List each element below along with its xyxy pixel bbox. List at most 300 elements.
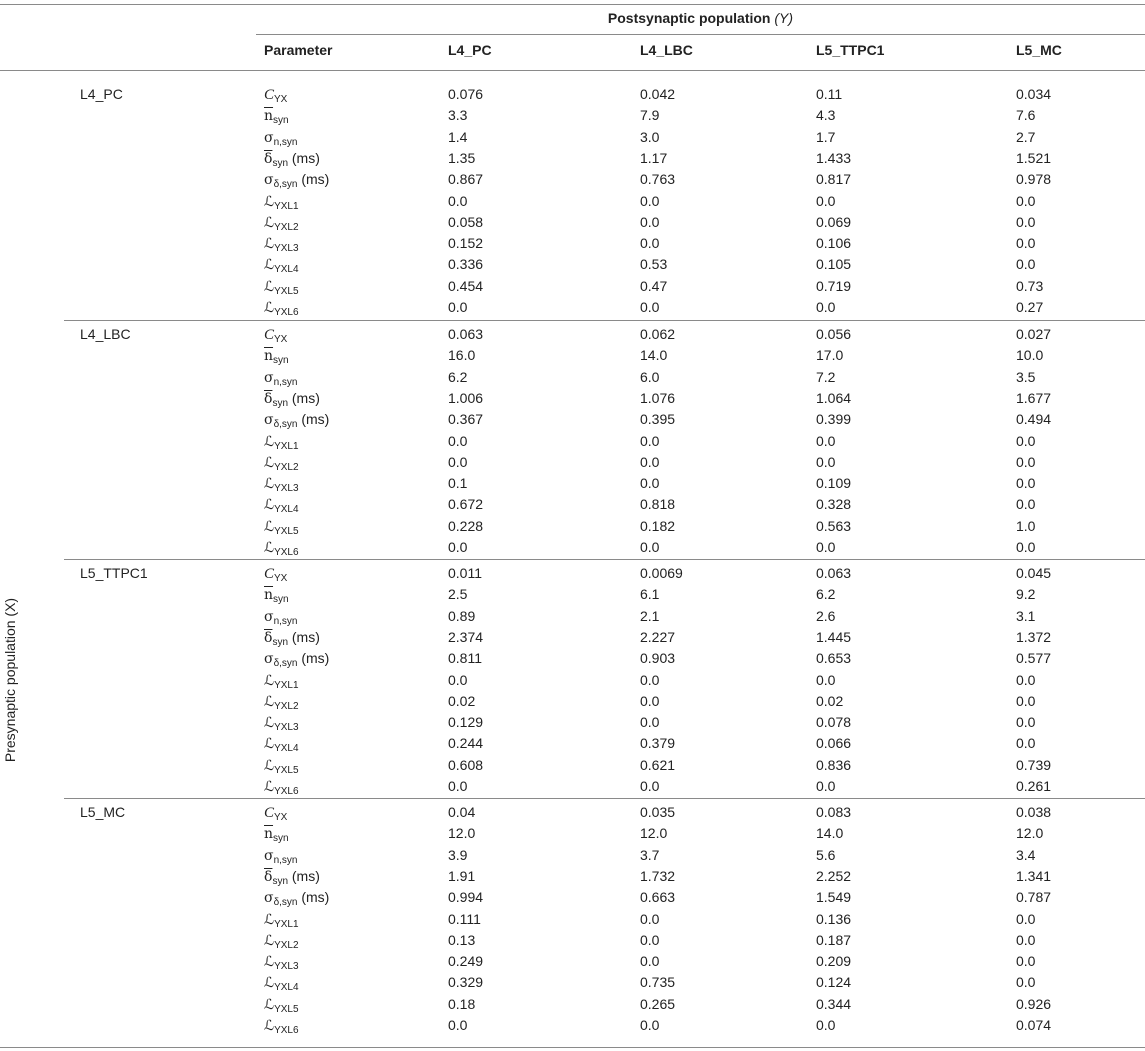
parameter-subscript: YX — [274, 334, 288, 345]
table-top-rule — [0, 4, 1145, 5]
parameter-unit: (ms) — [301, 171, 330, 188]
value-cell: 10.0 — [1016, 347, 1044, 364]
value-cell: 2.5 — [448, 586, 468, 603]
value-cell: 0.817 — [816, 171, 852, 188]
value-cell: 0.0 — [1016, 256, 1036, 273]
value-cell: 0.395 — [640, 411, 676, 428]
parameter-symbol: ℒ — [264, 497, 275, 514]
value-cell: 0.04 — [448, 804, 476, 820]
parameter-symbol: $\overline{\delta}$ — [264, 390, 273, 407]
parameter-symbol: σ — [264, 129, 274, 146]
value-cell: 0.0 — [640, 432, 660, 449]
parameter-symbol: ℒ — [264, 454, 275, 471]
value-cell: 0.066 — [816, 735, 852, 752]
value-cell: 0.735 — [640, 974, 676, 991]
value-cell: 0.0 — [816, 453, 836, 470]
value-cell: 0.0 — [1016, 692, 1036, 709]
parameter-symbol: σ — [264, 890, 274, 907]
value-cell: 14.0 — [640, 347, 668, 364]
postsynaptic-header-title: Postsynaptic population — [607, 10, 771, 26]
parameter-subscript: δ,syn — [273, 179, 298, 191]
value-cell: 7.6 — [1016, 107, 1036, 124]
parameter-unit: (ms) — [301, 411, 330, 428]
table-row — [0, 169, 1145, 190]
value-cell: 0.0 — [1016, 453, 1036, 470]
parameter-unit: (ms) — [291, 149, 320, 166]
parameter-subscript: YXL6 — [274, 547, 299, 558]
value-cell: 0.0 — [448, 432, 468, 449]
parameter-subscript: YX — [274, 573, 288, 584]
parameter-subscript: YXL3 — [274, 243, 299, 255]
parameter-cell — [264, 297, 299, 319]
value-cell: 0.563 — [816, 517, 852, 534]
parameter-subscript: δ,syn — [273, 419, 298, 431]
value-cell: 0.249 — [448, 953, 484, 970]
value-cell: 0.062 — [640, 326, 676, 342]
value-cell: 0.763 — [640, 171, 676, 188]
parameter-symbol: ℒ — [264, 540, 275, 556]
value-cell: 1.341 — [1016, 867, 1052, 884]
table-row — [0, 276, 1145, 297]
table-row — [0, 345, 1145, 366]
table-row — [0, 909, 1145, 930]
value-cell: 2.6 — [816, 607, 836, 624]
parameter-subscript: YXL1 — [274, 200, 299, 212]
table-row — [0, 606, 1145, 627]
parameter-unit: (ms) — [291, 389, 320, 406]
parameter-symbol: ℒ — [264, 278, 275, 295]
parameter-subscript: YXL5 — [274, 1003, 299, 1015]
value-cell: 0.836 — [816, 756, 852, 773]
header-bottom-rule — [0, 70, 1145, 71]
value-cell: 0.0 — [640, 931, 660, 948]
parameter-cell — [264, 276, 299, 298]
parameter-subscript: YX — [274, 94, 288, 105]
value-cell: 0.02 — [448, 692, 476, 709]
parameter-symbol: $\overline{\delta}$ — [264, 150, 273, 167]
parameter-cell — [264, 105, 289, 127]
value-cell: 0.0 — [640, 953, 660, 970]
value-cell: 1.521 — [1016, 149, 1052, 166]
parameter-symbol: $\overline{\delta}$ — [264, 868, 273, 885]
value-cell: 0.0 — [1016, 714, 1036, 731]
value-cell: 9.2 — [1016, 586, 1036, 603]
column-header-parameter: Parameter — [264, 42, 333, 58]
value-cell: 0.0 — [816, 539, 836, 555]
value-cell: 0.069 — [816, 213, 852, 230]
parameter-cell — [264, 169, 329, 191]
value-cell: 0.074 — [1016, 1017, 1052, 1033]
value-cell: 7.9 — [640, 107, 660, 124]
parameter-cell — [264, 324, 287, 346]
value-cell: 0.187 — [816, 931, 852, 948]
table-row — [0, 691, 1145, 712]
value-cell: 0.0 — [1016, 953, 1036, 970]
value-cell: 2.7 — [1016, 128, 1036, 145]
value-cell: 1.076 — [640, 389, 676, 406]
table-row — [0, 755, 1145, 776]
value-cell: 1.732 — [640, 867, 676, 884]
parameter-cell — [264, 537, 299, 559]
value-cell: 1.17 — [640, 149, 668, 166]
value-cell: 0.621 — [640, 756, 676, 773]
value-cell: 0.0 — [448, 778, 468, 794]
value-cell: 3.9 — [448, 846, 468, 863]
value-cell: 0.994 — [448, 889, 484, 906]
parameter-symbol: ℒ — [264, 257, 275, 274]
parameter-symbol: $\overline{n}$ — [264, 587, 274, 604]
parameter-symbol: ℒ — [264, 911, 275, 928]
parameter-symbol: ℒ — [264, 954, 275, 971]
parameter-cell — [264, 802, 287, 824]
value-cell: 0.076 — [448, 86, 484, 102]
value-cell: 7.2 — [816, 368, 836, 385]
parameter-subscript: YXL4 — [274, 982, 299, 994]
value-cell: 0.106 — [816, 235, 852, 252]
value-cell: 0.0 — [640, 671, 660, 688]
parameter-cell — [264, 191, 299, 213]
parameter-subscript: syn — [272, 875, 288, 887]
parameter-cell — [264, 776, 299, 798]
parameter-subscript: YXL5 — [274, 285, 299, 297]
parameter-symbol: $\overline{n}$ — [264, 348, 274, 365]
value-cell: 12.0 — [640, 825, 668, 842]
value-cell: 6.2 — [448, 368, 468, 385]
table-row — [0, 388, 1145, 409]
table-row — [0, 431, 1145, 452]
value-cell: 6.0 — [640, 368, 660, 385]
table-row — [0, 584, 1145, 605]
value-cell: 0.0 — [1016, 192, 1036, 209]
parameter-cell — [264, 606, 297, 628]
column-header-l5-ttpc1: L5_TTPC1 — [816, 42, 885, 58]
parameter-cell — [264, 951, 299, 973]
parameter-symbol: ℒ — [264, 693, 275, 710]
value-cell: 0.329 — [448, 974, 484, 991]
table-row — [0, 776, 1145, 797]
parameter-subscript: YXL4 — [274, 504, 299, 516]
value-cell: 3.3 — [448, 107, 468, 124]
value-cell: 0.367 — [448, 411, 484, 428]
parameter-cell — [264, 84, 287, 106]
parameter-subscript: YXL6 — [274, 786, 299, 797]
parameter-unit: (ms) — [301, 650, 330, 667]
parameter-unit: (ms) — [301, 889, 330, 906]
table-row — [0, 409, 1145, 430]
value-cell: 0.042 — [640, 86, 676, 102]
presynaptic-group-label: L5_TTPC1 — [80, 565, 148, 581]
parameter-cell — [264, 516, 299, 538]
value-cell: 1.006 — [448, 389, 484, 406]
table-row — [0, 733, 1145, 754]
parameter-cell — [264, 972, 299, 994]
parameter-cell — [264, 473, 299, 495]
parameter-symbol: $\overline{\delta}$ — [264, 629, 273, 646]
parameter-subscript: YXL3 — [274, 722, 299, 734]
value-cell: 6.1 — [640, 586, 660, 603]
value-cell: 0.27 — [1016, 299, 1044, 315]
value-cell: 0.344 — [816, 995, 852, 1012]
parameter-subscript: YXL3 — [274, 483, 299, 495]
table-row — [0, 563, 1145, 584]
value-cell: 0.0 — [640, 714, 660, 731]
parameter-cell — [264, 127, 297, 149]
value-cell: 0.265 — [640, 995, 676, 1012]
table-row — [0, 866, 1145, 887]
parameter-symbol: ℒ — [264, 757, 275, 774]
value-cell: 0.0 — [1016, 213, 1036, 230]
value-cell: 0.0 — [640, 1017, 660, 1033]
parameter-symbol: ℒ — [264, 236, 275, 253]
value-cell: 5.6 — [816, 846, 836, 863]
parameter-symbol: ℒ — [264, 736, 275, 753]
parameter-symbol: ℒ — [264, 518, 275, 535]
parameter-symbol: ℒ — [264, 300, 275, 316]
value-cell: 0.454 — [448, 277, 484, 294]
table-row — [0, 648, 1145, 669]
value-cell: 0.577 — [1016, 650, 1052, 667]
table-row — [0, 994, 1145, 1015]
value-cell: 0.0 — [1016, 910, 1036, 927]
value-cell: 0.739 — [1016, 756, 1052, 773]
value-cell: 0.494 — [1016, 411, 1052, 428]
table-bottom-rule — [0, 1047, 1145, 1048]
column-header-l4-pc: L4_PC — [448, 42, 492, 58]
value-cell: 4.3 — [816, 107, 836, 124]
value-cell: 1.91 — [448, 867, 476, 884]
table-row — [0, 802, 1145, 823]
group-separator-rule — [64, 798, 1145, 799]
parameter-symbol: ℒ — [264, 779, 275, 795]
table-row — [0, 670, 1145, 691]
parameter-symbol: σ — [264, 172, 274, 189]
parameter-subscript: YXL2 — [274, 461, 299, 473]
value-cell: 1.7 — [816, 128, 836, 145]
value-cell: 1.4 — [448, 128, 468, 145]
parameter-symbol: ℒ — [264, 715, 275, 732]
value-cell: 0.0 — [640, 453, 660, 470]
parameter-subscript: YXL1 — [274, 440, 299, 452]
value-cell: 0.0 — [1016, 475, 1036, 492]
parameter-subscript: YXL5 — [274, 764, 299, 776]
parameter-unit: (ms) — [291, 867, 320, 884]
value-cell: 0.136 — [816, 910, 852, 927]
parameter-symbol: $\overline{n}$ — [264, 826, 274, 843]
value-cell: 0.0 — [640, 910, 660, 927]
parameter-cell — [264, 845, 297, 867]
value-cell: 0.0 — [816, 778, 836, 794]
value-cell: 0.129 — [448, 714, 484, 731]
value-cell: 0.0069 — [640, 565, 683, 581]
value-cell: 0.0 — [640, 299, 660, 315]
parameter-unit: (ms) — [291, 628, 320, 645]
value-cell: 0.663 — [640, 889, 676, 906]
table-row — [0, 537, 1145, 558]
value-cell: 0.0 — [1016, 974, 1036, 991]
value-cell: 0.083 — [816, 804, 852, 820]
value-cell: 2.1 — [640, 607, 660, 624]
value-cell: 0.399 — [816, 411, 852, 428]
presynaptic-group-label: L5_MC — [80, 804, 126, 820]
value-cell: 3.7 — [640, 846, 660, 863]
parameter-cell — [264, 1015, 299, 1037]
table-row — [0, 452, 1145, 473]
parameter-cell — [264, 212, 299, 234]
value-cell: 2.374 — [448, 628, 484, 645]
parameter-symbol: σ — [264, 369, 274, 386]
parameter-symbol: ℒ — [264, 1018, 275, 1034]
value-cell: 12.0 — [1016, 825, 1044, 842]
value-cell: 0.328 — [816, 496, 852, 513]
parameter-subscript: syn — [273, 833, 289, 845]
parameter-symbol: ℒ — [264, 433, 275, 450]
value-cell: 0.011 — [448, 565, 482, 581]
parameter-subscript: n,syn — [273, 615, 298, 627]
table-row — [0, 324, 1145, 345]
parameter-cell — [264, 409, 329, 431]
parameter-symbol: ℒ — [264, 932, 275, 949]
value-cell: 0.719 — [816, 277, 852, 294]
parameter-cell — [264, 148, 320, 170]
parameter-cell — [264, 388, 320, 410]
value-cell: 3.1 — [1016, 607, 1036, 624]
table-row — [0, 254, 1145, 275]
parameter-symbol: C — [264, 566, 275, 582]
parameter-cell — [264, 755, 299, 777]
value-cell: 0.18 — [448, 995, 476, 1012]
parameter-symbol: σ — [264, 608, 274, 625]
value-cell: 0.818 — [640, 496, 676, 513]
value-cell: 0.0 — [640, 539, 660, 555]
parameter-cell — [264, 367, 297, 389]
parameter-subscript: syn — [273, 355, 289, 367]
value-cell: 0.045 — [1016, 565, 1052, 581]
value-cell: 0.056 — [816, 326, 852, 342]
parameter-symbol: ℒ — [264, 672, 275, 689]
parameter-subscript: n,syn — [273, 136, 298, 148]
value-cell: 0.53 — [640, 256, 668, 273]
value-cell: 3.0 — [640, 128, 660, 145]
value-cell: 0.228 — [448, 517, 484, 534]
table-row — [0, 148, 1145, 169]
value-cell: 0.063 — [816, 565, 852, 581]
value-cell: 0.0 — [1016, 432, 1036, 449]
value-cell: 0.608 — [448, 756, 484, 773]
value-cell: 0.0 — [640, 778, 660, 794]
value-cell: 0.0 — [1016, 539, 1036, 555]
parameter-subscript: syn — [272, 397, 288, 409]
parameter-subscript: n,syn — [273, 376, 298, 388]
value-cell: 0.0 — [640, 213, 660, 230]
value-cell: 0.787 — [1016, 889, 1052, 906]
value-cell: 0.034 — [1016, 86, 1052, 102]
table-row — [0, 845, 1145, 866]
parameter-cell — [264, 563, 287, 585]
parameter-cell — [264, 909, 299, 931]
value-cell: 6.2 — [816, 586, 836, 603]
value-cell: 16.0 — [448, 347, 476, 364]
parameter-cell — [264, 494, 299, 516]
parameter-subscript: n,syn — [273, 854, 298, 866]
value-cell: 1.433 — [816, 149, 852, 166]
value-cell: 0.027 — [1016, 326, 1052, 342]
parameter-symbol: ℒ — [264, 476, 275, 493]
value-cell: 3.4 — [1016, 846, 1036, 863]
value-cell: 0.0 — [448, 539, 468, 555]
value-cell: 0.058 — [448, 213, 484, 230]
parameter-symbol: ℒ — [264, 996, 275, 1013]
parameter-cell — [264, 823, 289, 845]
value-cell: 1.445 — [816, 628, 852, 645]
table-row — [0, 516, 1145, 537]
parameter-symbol: ℒ — [264, 975, 275, 992]
value-cell: 0.109 — [816, 475, 852, 492]
value-cell: 0.038 — [1016, 804, 1052, 820]
parameter-subscript: YX — [274, 812, 288, 823]
parameter-subscript: δ,syn — [273, 897, 298, 909]
parameter-subscript: syn — [273, 594, 289, 606]
value-cell: 0.0 — [1016, 671, 1036, 688]
table-row — [0, 712, 1145, 733]
value-cell: 17.0 — [816, 347, 844, 364]
parameter-cell — [264, 254, 299, 276]
value-cell: 0.124 — [816, 974, 852, 991]
table-row — [0, 627, 1145, 648]
value-cell: 0.0 — [448, 453, 468, 470]
value-cell: 1.064 — [816, 389, 852, 406]
header-span-rule — [256, 34, 1145, 35]
value-cell: 0.13 — [448, 931, 476, 948]
value-cell: 0.379 — [640, 735, 676, 752]
parameter-cell — [264, 733, 299, 755]
table-row — [0, 367, 1145, 388]
parameter-symbol: C — [264, 805, 275, 821]
value-cell: 2.227 — [640, 628, 676, 645]
table-row — [0, 212, 1145, 233]
parameter-subscript: YXL5 — [274, 525, 299, 537]
value-cell: 0.811 — [448, 650, 482, 667]
parameter-subscript: YXL2 — [274, 221, 299, 233]
value-cell: 0.0 — [816, 299, 836, 315]
table-row — [0, 105, 1145, 126]
table-row — [0, 823, 1145, 844]
parameter-symbol: σ — [264, 847, 274, 864]
value-cell: 1.0 — [1016, 517, 1036, 534]
presynaptic-group-label: L4_LBC — [80, 326, 131, 342]
table-row — [0, 127, 1145, 148]
parameter-symbol: ℒ — [264, 193, 275, 210]
parameter-subscript: YXL6 — [274, 1025, 299, 1036]
value-cell: 0.0 — [816, 671, 836, 688]
table-row — [0, 887, 1145, 908]
value-cell: 0.0 — [816, 1017, 836, 1033]
table-row — [0, 494, 1145, 515]
presynaptic-label-text: Presynaptic population (X) — [2, 597, 18, 763]
column-header-l4-lbc: L4_LBC — [640, 42, 693, 58]
value-cell: 0.105 — [816, 256, 852, 273]
parameter-symbol: σ — [264, 651, 274, 668]
table-row — [0, 972, 1145, 993]
value-cell: 0.0 — [1016, 496, 1036, 513]
value-cell: 14.0 — [816, 825, 844, 842]
parameter-symbol: $\overline{n}$ — [264, 108, 274, 125]
value-cell: 0.182 — [640, 517, 676, 534]
value-cell: 0.02 — [816, 692, 844, 709]
postsynaptic-header — [256, 10, 1145, 26]
parameter-cell — [264, 452, 299, 474]
value-cell: 1.677 — [1016, 389, 1052, 406]
value-cell: 0.73 — [1016, 277, 1044, 294]
